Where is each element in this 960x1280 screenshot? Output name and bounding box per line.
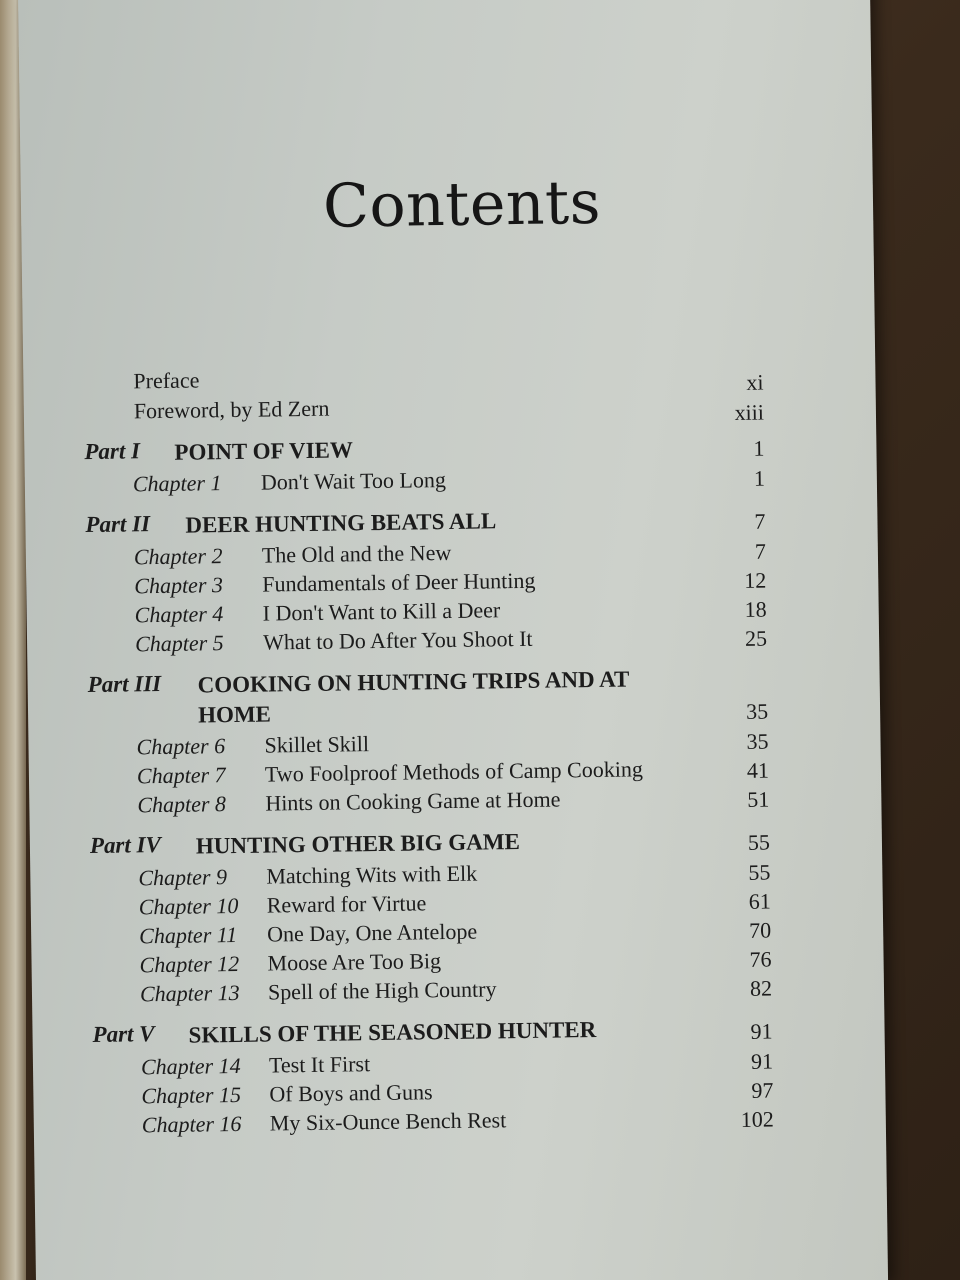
page-number: 7 bbox=[754, 538, 767, 564]
book-page bbox=[18, 0, 888, 1280]
chapter-label: Chapter 5 bbox=[134, 630, 224, 657]
chapter-label: Chapter 4 bbox=[134, 601, 224, 628]
part-title: COOKING ON HUNTING TRIPS AND AT HOME bbox=[197, 666, 630, 728]
chapter-title: Skillet Skill bbox=[264, 731, 370, 758]
chapter-title: Spell of the High Country bbox=[267, 976, 497, 1005]
part-title: SKILLS OF THE SEASONED HUNTER bbox=[188, 1016, 597, 1048]
chapter-label: Chapter 3 bbox=[134, 572, 224, 599]
part-title: HUNTING OTHER BIG GAME bbox=[195, 829, 521, 859]
page-number: 97 bbox=[751, 1077, 774, 1103]
chapter-title: Fundamentals of Deer Hunting bbox=[262, 567, 536, 597]
page-number: 82 bbox=[749, 975, 773, 1001]
page-number: 41 bbox=[746, 757, 770, 783]
chapter-title: Matching Wits with Elk bbox=[266, 860, 478, 889]
chapter-title: Two Foolproof Methods of Camp Cooking bbox=[264, 756, 644, 787]
chapter-title: Don't Wait Too Long bbox=[260, 467, 447, 495]
front-matter-label: Preface bbox=[133, 367, 200, 394]
page-number: 91 bbox=[750, 1018, 773, 1044]
part-section bbox=[87, 659, 769, 819]
page-number: 76 bbox=[749, 946, 772, 972]
page-number: 55 bbox=[747, 829, 771, 855]
chapter-label: Chapter 14 bbox=[140, 1052, 241, 1080]
page-number: 12 bbox=[744, 567, 767, 593]
part-label: Part I bbox=[84, 438, 141, 465]
chapter-label: Chapter 1 bbox=[132, 470, 222, 497]
part-label: Part IV bbox=[89, 832, 162, 859]
chapter-title: The Old and the New bbox=[261, 539, 452, 568]
page-number: 61 bbox=[748, 888, 771, 914]
page-number: 7 bbox=[754, 508, 766, 534]
page-number: 55 bbox=[748, 859, 771, 885]
part-section bbox=[84, 426, 765, 498]
part-label: Part II bbox=[85, 511, 151, 538]
chapter-label: Chapter 7 bbox=[136, 762, 226, 789]
page-title: Contents bbox=[322, 167, 602, 242]
page-number: xiii bbox=[734, 399, 765, 425]
chapter-title: Reward for Virtue bbox=[266, 890, 427, 918]
part-section bbox=[90, 820, 772, 1008]
page-number: 18 bbox=[744, 596, 767, 622]
part-section bbox=[92, 1009, 774, 1139]
chapter-title: I Don't Want to Kill a Deer bbox=[262, 597, 501, 626]
part-label: Part V bbox=[92, 1021, 155, 1048]
part-heading bbox=[87, 659, 768, 732]
chapter-label: Chapter 13 bbox=[139, 979, 240, 1007]
part-label: Part III bbox=[87, 671, 162, 698]
page-number: 25 bbox=[744, 625, 768, 651]
chapter-title: Hints on Cooking Game at Home bbox=[265, 786, 561, 816]
part-title: DEER HUNTING BEATS ALL bbox=[185, 508, 497, 538]
chapter-title: Of Boys and Guns bbox=[269, 1079, 433, 1107]
page-number: xi bbox=[746, 369, 764, 395]
table-of-contents bbox=[83, 356, 774, 1139]
chapter-title: Moose Are Too Big bbox=[267, 948, 442, 976]
page-number: 35 bbox=[746, 728, 769, 754]
page-number: 102 bbox=[740, 1106, 774, 1132]
page-number: 35 bbox=[745, 698, 769, 724]
chapter-label: Chapter 6 bbox=[136, 733, 226, 760]
chapter-label: Chapter 15 bbox=[141, 1081, 242, 1109]
page-number: 1 bbox=[753, 465, 766, 491]
chapter-title: Test It First bbox=[268, 1051, 371, 1078]
chapter-label: Chapter 9 bbox=[138, 864, 228, 891]
chapter-label: Chapter 8 bbox=[137, 791, 227, 818]
page-number: 51 bbox=[747, 786, 770, 812]
chapter-label: Chapter 11 bbox=[139, 921, 238, 949]
part-section bbox=[85, 499, 767, 658]
page-number: 1 bbox=[753, 435, 765, 461]
page-number: 91 bbox=[750, 1048, 774, 1074]
chapter-label: Chapter 12 bbox=[139, 950, 240, 978]
page-number: 70 bbox=[748, 917, 772, 943]
chapter-label: Chapter 16 bbox=[141, 1110, 242, 1138]
front-matter-label: Foreword, by Ed Zern bbox=[133, 395, 330, 424]
part-title: POINT OF VIEW bbox=[174, 437, 354, 465]
chapter-label: Chapter 10 bbox=[138, 892, 239, 920]
chapter-title: What to Do After You Shoot It bbox=[262, 625, 533, 655]
chapter-title: One Day, One Antelope bbox=[266, 918, 478, 947]
chapter-title: My Six-Ounce Bench Rest bbox=[269, 1107, 507, 1136]
chapter-label: Chapter 2 bbox=[133, 543, 223, 570]
